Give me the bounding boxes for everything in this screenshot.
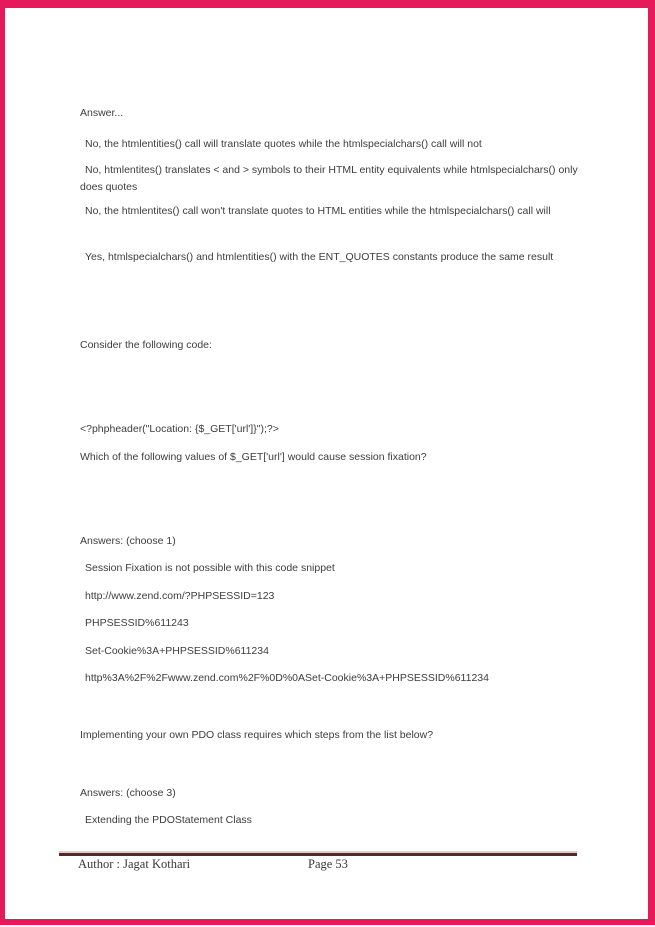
q1-option-3: No, the htmlentites() call won't translate quotes to HTML entities while the htmlspecialchars() call will: [85, 205, 551, 217]
q2-option-2: http://www.zend.com/?PHPSESSID=123: [85, 590, 275, 602]
q2-option-3: PHPSESSID%611243: [85, 617, 189, 629]
q1-answer-label: Answer...: [80, 107, 124, 119]
q2-intro: Consider the following code:: [80, 339, 212, 351]
footer-author: Author : Jagat Kothari: [78, 857, 191, 871]
q2-option-1: Session Fixation is not possible with this code snippet: [85, 562, 335, 574]
q2-question: Which of the following values of $_GET['url'] would cause session fixation?: [80, 451, 427, 463]
q2-option-5: http%3A%2F%2Fwww.zend.com%2F%0D%0ASet-Cookie%3A+PHPSESSID%611234: [85, 672, 489, 684]
q2-answers-label: Answers: (choose 1): [80, 535, 176, 547]
q1-option-4: Yes, htmlspecialchars() and htmlentities() with the ENT_QUOTES constants produce the same result: [85, 251, 554, 263]
q1-option-1: No, the htmlentities() call will translate quotes while the htmlspecialchars() call will not: [85, 138, 482, 150]
footer-page-number: Page 53: [308, 857, 348, 871]
footer-divider-rule: [59, 851, 577, 856]
q1-option-2: No, htmlentites() translates < and > symbols to their HTML entity equivalents while htmlspecialchars() only does quotes: [80, 164, 578, 193]
q3-answers-label: Answers: (choose 3): [80, 787, 176, 799]
q2-option-4: Set-Cookie%3A+PHPSESSID%611234: [85, 645, 269, 657]
q2-code-snippet: <?phpheader("Location: {$_GET['url']}");?>: [80, 423, 279, 435]
q3-question: Implementing your own PDO class requires which steps from the list below?: [80, 729, 434, 741]
q3-option-1: Extending the PDOStatement Class: [85, 814, 252, 826]
